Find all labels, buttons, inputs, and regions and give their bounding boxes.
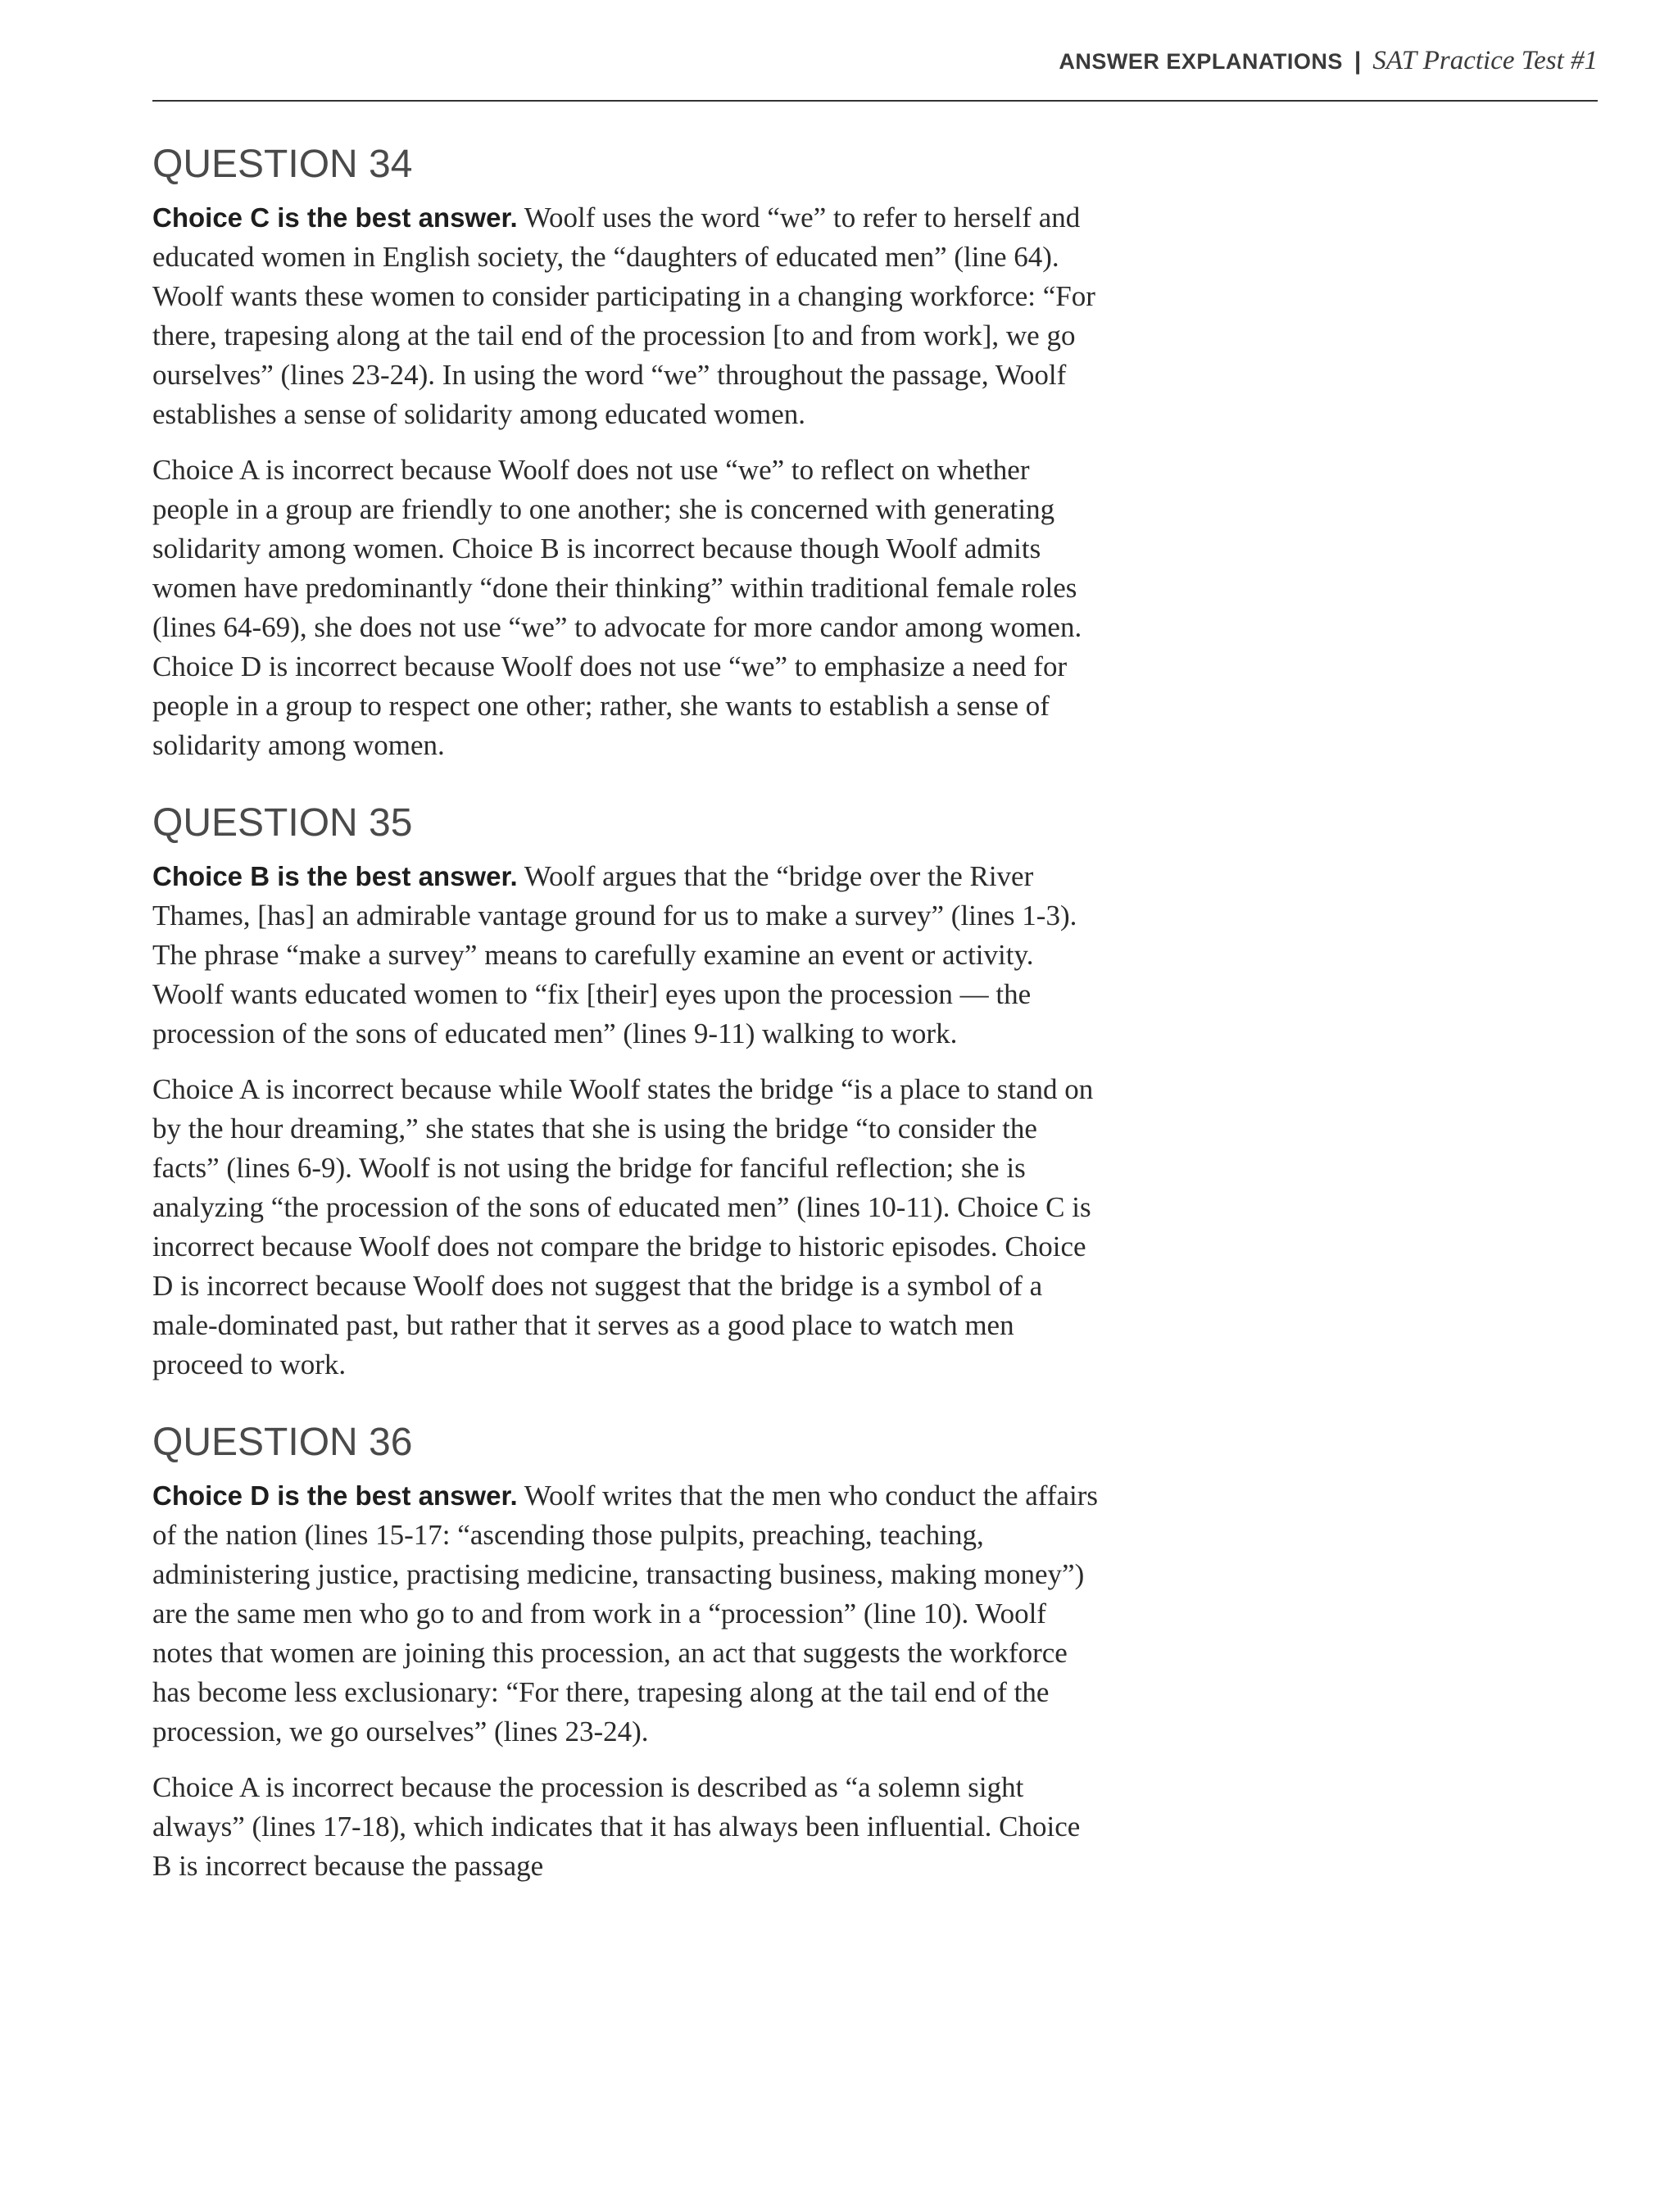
page-header bbox=[152, 44, 1598, 102]
explanation-text: Woolf writes that the men who conduct the affairs of the nation (lines 15-17: “ascending those pulpits, preaching, teaching, administering justice, practising medicine, transacting business, making money”) are the same men who go to and from work in a “procession” (line 10). Woolf notes that women are joining this procession, an act that suggests the workforce has become less exclusionary: “For there, trapesing along at the tail end of the procession, we go ourselves” (lines 23-24). bbox=[152, 1480, 1098, 1747]
incorrect-choices-explanation: Choice A is incorrect because the procession is described as “a solemn sight always” (lines 17-18), which indicates that it has always been influential. Choice B is incorrect because the passage bbox=[152, 1771, 1081, 1882]
question-35 bbox=[152, 798, 1103, 1385]
question-heading: QUESTION 35 bbox=[152, 801, 413, 845]
header-title bbox=[1059, 46, 1598, 76]
best-answer-lead: Choice D is the best answer. bbox=[152, 1480, 518, 1511]
question-34 bbox=[152, 139, 1103, 765]
incorrect-choices-explanation: Choice A is incorrect because while Woolf states the bridge “is a place to stand on by the hour dreaming,” she states that she is using the bridge “to consider the facts” (lines 6-9). Woolf is not using the bridge for fanciful reflection; she is analyzing “the procession of the sons of educated men” (lines 10-11). Choice C is incorrect because Woolf does not compare the bridge to historic episodes. Choice D is incorrect because Woolf does not suggest that the bridge is a symbol of a male-dominated past, but rather that it serves as a good place to watch men proceed to work. bbox=[152, 1073, 1094, 1380]
question-36 bbox=[152, 1417, 1103, 1886]
answer-explanation bbox=[152, 198, 1103, 434]
page-content bbox=[152, 139, 1103, 1919]
best-answer-lead: Choice B is the best answer. bbox=[152, 861, 518, 891]
explanation-text: Woolf argues that the “bridge over the River Thames, [has] an admirable vantage ground for us to make a survey” (lines 1-3). The phrase “make a survey” means to carefully examine an event or activity. Woolf wants educated women to “fix [their] eyes upon the procession — the procession of the sons of educated men” (lines 9-11) walking to work. bbox=[152, 860, 1077, 1049]
incorrect-choices-explanation: Choice A is incorrect because Woolf does not use “we” to reflect on whether people in a group are friendly to one another; she is concerned with generating solidarity among women. Choice B is incorrect because though Woolf admits women have predominantly “done their thinking” within traditional female roles (lines 64-69), she does not use “we” to advocate for more candor among women. Choice D is incorrect because Woolf does not use “we” to emphasize a need for people in a group to respect one other; rather, she wants to establish a sense of solidarity among women. bbox=[152, 454, 1082, 761]
best-answer-lead: Choice C is the best answer. bbox=[152, 202, 518, 233]
question-heading: QUESTION 34 bbox=[152, 143, 413, 186]
answer-explanation bbox=[152, 1476, 1103, 1752]
header-separator: | bbox=[1354, 48, 1362, 75]
answer-explanation bbox=[152, 857, 1103, 1054]
header-section-label: ANSWER EXPLANATIONS bbox=[1059, 49, 1343, 74]
explanation-text: Woolf uses the word “we” to refer to herself and educated women in English society, the “daughters of educated men” (line 64). Woolf wants these women to consider participating in a changing workforce: “For there, trapesing along at the tail end of the procession [to and from work], we go ourselves” (lines 23-24). In using the word “we” throughout the passage, Woolf establishes a sense of solidarity among educated women. bbox=[152, 202, 1095, 430]
header-test-name: SAT Practice Test #1 bbox=[1372, 46, 1598, 75]
question-heading: QUESTION 36 bbox=[152, 1421, 413, 1464]
